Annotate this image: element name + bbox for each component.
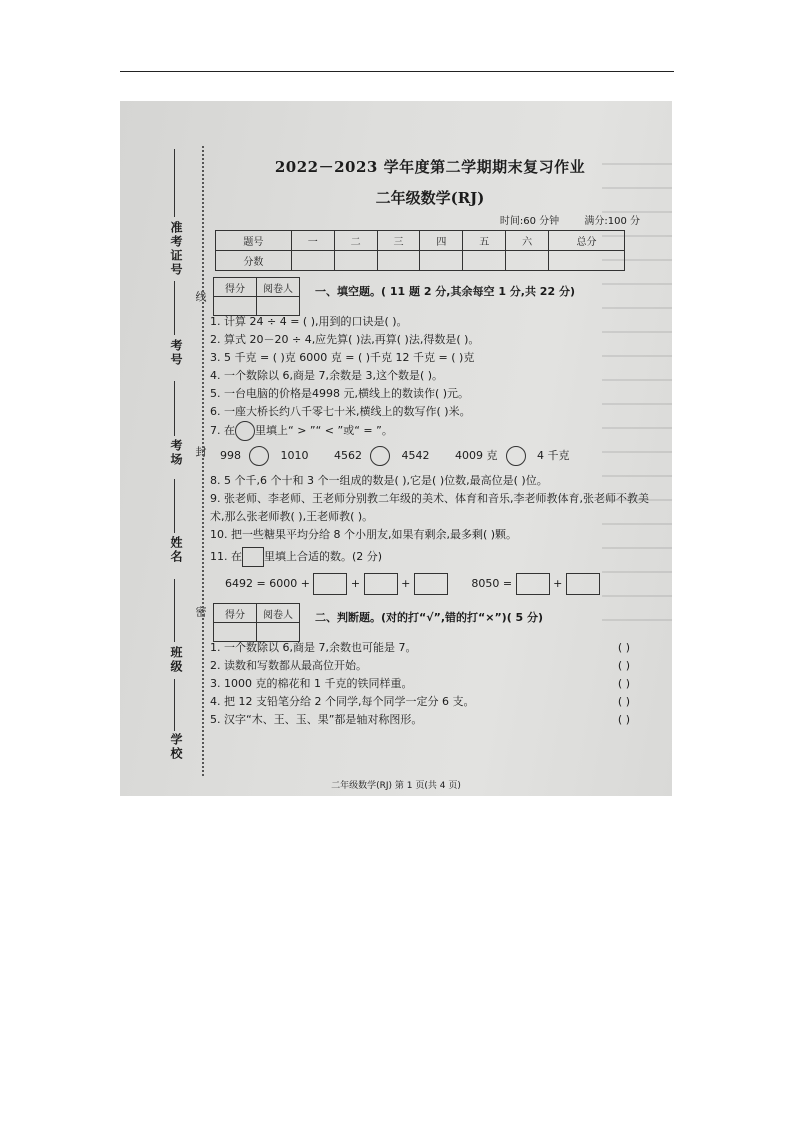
grader-box — [213, 277, 300, 316]
margin-exam-id-label: 准考证号 — [169, 221, 183, 277]
answer-box-icon — [242, 547, 264, 567]
margin-school-label: 学校 — [169, 733, 183, 761]
question-8: 8. 5 个千,6 个十和 3 个一组成的数是( ),它是( )位数,最高位是( )位。 — [210, 474, 548, 487]
compare-circle-icon[interactable] — [370, 446, 390, 466]
grader-score-cell[interactable] — [214, 297, 257, 316]
judgement-item: 4. 把 12 支铅笔分给 2 个同学,每个同学一定分 6 支。 ( ) — [210, 693, 650, 711]
exam-content — [210, 156, 650, 729]
answer-bracket[interactable]: ( ) — [617, 677, 630, 690]
exam-title: 2022－2023 学年度第二学期期末复习作业 — [274, 158, 586, 176]
judgement-item: 5. 汉字“木、王、玉、果”都是轴对称图形。 ( ) — [210, 711, 650, 729]
margin-room-label: 考场 — [169, 439, 183, 467]
score-table — [215, 230, 625, 271]
judgement-item: 2. 读数和写数都从最高位开始。 ( ) — [210, 657, 650, 675]
page-footer: 二年级数学(RJ) 第 1 页(共 4 页) — [331, 781, 461, 791]
answer-bracket[interactable]: ( ) — [617, 695, 630, 708]
section1-heading: 一、填空题。( 11 题 2 分,其余每空 1 分,共 22 分) — [315, 285, 575, 298]
answer-bracket[interactable]: ( ) — [617, 713, 630, 726]
question-5: 5. 一台电脑的价格是4998 元,横线上的数读作( )元。 — [210, 387, 470, 400]
answer-box[interactable] — [313, 573, 347, 595]
exam-subtitle: 二年级数学(RJ) — [375, 189, 485, 207]
score-table-header: 二 — [334, 231, 377, 251]
section2-heading: 二、判断题。(对的打“√”,错的打“×”)( 5 分) — [315, 611, 544, 624]
grader-reviewer-label: 阅卷人 — [257, 278, 300, 297]
question-4: 4. 一个数除以 6,商是 7,余数是 3,这个数是( )。 — [210, 369, 444, 382]
margin-name-label: 姓名 — [169, 536, 183, 564]
score-cell[interactable] — [334, 251, 377, 271]
section2-header — [210, 603, 650, 639]
grader-reviewer-cell[interactable] — [257, 623, 300, 642]
seal-word-feng: 封 — [194, 446, 207, 457]
judgement-item: 3. 1000 克的棉花和 1 千克的铁同样重。 ( ) — [210, 675, 650, 693]
question-1: 1. 计算 24 ÷ 4 = ( ),用到的口诀是( )。 — [210, 315, 408, 328]
grader-reviewer-cell[interactable] — [257, 297, 300, 316]
score-cell[interactable] — [291, 251, 334, 271]
binding-dotted-line — [202, 146, 204, 776]
margin-class-label: 班级 — [169, 646, 183, 674]
compare-right: 1010 — [280, 449, 309, 462]
answer-box[interactable] — [516, 573, 550, 595]
score-cell[interactable] — [377, 251, 420, 271]
compare-left: 998 — [220, 449, 241, 462]
question-11: 11. 在 里填上合适的数。(2 分) — [210, 547, 650, 567]
top-rule — [120, 71, 674, 72]
grader-box — [213, 603, 300, 642]
time-limit: 时间:60 分钟 — [499, 216, 560, 227]
grader-score-label: 得分 — [214, 604, 257, 623]
score-table-header: 一 — [291, 231, 334, 251]
full-score: 满分:100 分 — [584, 216, 640, 227]
compare-left: 4562 — [334, 449, 362, 462]
answer-box[interactable] — [364, 573, 398, 595]
grader-reviewer-label: 阅卷人 — [257, 604, 300, 623]
question-10: 10. 把一些糖果平均分给 8 个小朋友,如果有剩余,最多剩( )颗。 — [210, 528, 518, 541]
compare-circle-icon[interactable] — [506, 446, 526, 466]
answer-box[interactable] — [566, 573, 600, 595]
answer-bracket[interactable]: ( ) — [617, 659, 630, 672]
fill-row: 6492 = 6000 + + + 8050 = + — [225, 573, 650, 595]
question-6: 6. 一座大桥长约八千零七十米,横线上的数写作( )米。 — [210, 405, 471, 418]
grader-score-label: 得分 — [214, 278, 257, 297]
score-table-header: 总分 — [549, 231, 625, 251]
compare-right: 4 千克 — [537, 449, 570, 462]
score-table-header: 六 — [506, 231, 549, 251]
score-cell[interactable] — [549, 251, 625, 271]
seal-word-mi: 密 — [194, 606, 207, 617]
question-7: 7. 在 里填上“ > ”“ < ”或“ = ”。 — [210, 421, 650, 441]
score-table-header: 题号 — [216, 231, 292, 251]
margin-seat-label: 考号 — [169, 339, 183, 367]
fill-expression-b: 8050 = — [471, 577, 513, 590]
grader-score-cell[interactable] — [214, 623, 257, 642]
score-cell[interactable] — [420, 251, 463, 271]
score-row-label: 分数 — [216, 251, 292, 271]
answer-bracket[interactable]: ( ) — [617, 641, 630, 654]
section1-header — [210, 277, 650, 313]
binding-margin — [120, 101, 210, 796]
question-3: 3. 5 千克 = ( )克 6000 克 = ( )千克 12 千克 = ( )克 — [210, 351, 475, 364]
seal-word-line: 线 — [194, 291, 207, 302]
score-table-header: 三 — [377, 231, 420, 251]
compare-circle-icon[interactable] — [249, 446, 269, 466]
score-cell[interactable] — [463, 251, 506, 271]
score-table-header: 四 — [420, 231, 463, 251]
score-table-header: 五 — [463, 231, 506, 251]
fill-expression-a: 6492 = 6000 + — [225, 577, 310, 590]
score-cell[interactable] — [506, 251, 549, 271]
compare-row — [220, 446, 650, 466]
exam-photo — [120, 101, 672, 796]
judgement-item: 1. 一个数除以 6,商是 7,余数也可能是 7。 ( ) — [210, 639, 650, 657]
compare-right: 4542 — [401, 449, 430, 462]
compare-circle-icon — [235, 421, 255, 441]
answer-box[interactable] — [414, 573, 448, 595]
question-2: 2. 算式 20－20 ÷ 4,应先算( )法,再算( )法,得数是( )。 — [210, 333, 480, 346]
question-9: 9. 张老师、李老师、王老师分别教二年级的美术、体育和音乐,李老师教体育,张老师不教美术,那么张老师教( ),王老师教( )。 — [210, 492, 649, 523]
compare-left: 4009 克 — [455, 449, 498, 462]
time-limit-line — [210, 212, 650, 227]
